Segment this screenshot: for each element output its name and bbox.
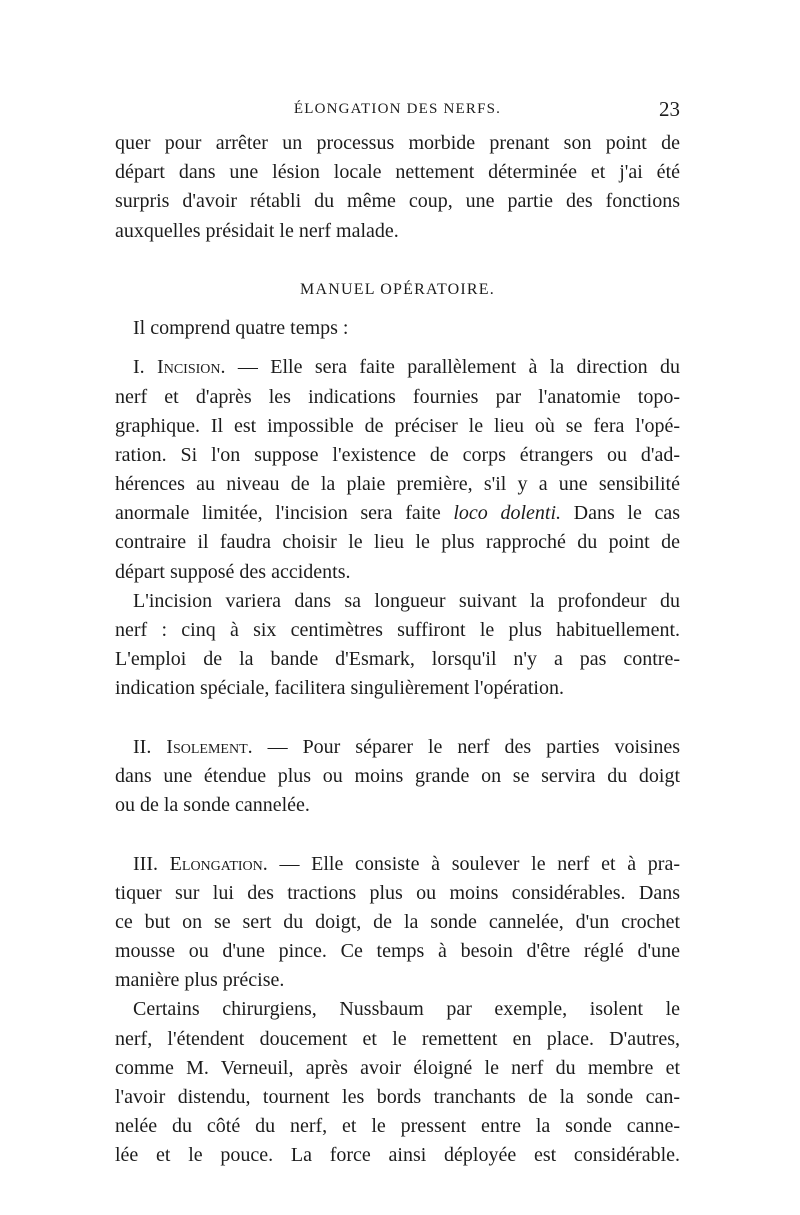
text-line: comme M. Verneuil, après avoir éloigné le nerf du membre et xyxy=(115,1056,680,1079)
text-line: dans une étendue plus ou moins grande on se servira du doigt xyxy=(115,764,680,787)
text-line: départ dans une lésion locale nettement déterminée et j'ai été xyxy=(115,161,680,184)
incision-paragraph xyxy=(115,353,680,703)
text-line: lée et le pouce. La force ainsi déployée est considérable. xyxy=(115,1144,680,1167)
text-line: surpris d'avoir rétabli du même coup, une partie des fonctions xyxy=(115,190,680,213)
text-line: nerf : cinq à six centimètres suffiront le plus habituellement. xyxy=(115,619,680,641)
text-line: nerf et d'après les indications fournies par l'anatomie topo- xyxy=(115,385,680,408)
elongation-paragraph xyxy=(115,850,680,1171)
step-number: I. xyxy=(133,356,158,379)
text-line: mousse ou d'une pince. Ce temps à besoin d'être réglé d'une xyxy=(115,940,680,963)
text-line: tiquer sur lui des tractions plus ou moins considérables. Dans xyxy=(115,881,680,904)
text-line: ce but on se sert du doigt, de la sonde cannelée, d'un crochet xyxy=(115,910,680,933)
text-line: quer pour arrêter un processus morbide prenant son point de xyxy=(115,132,680,154)
text-line: graphique. Il est impossible de préciser le lieu où se fera l'opé- xyxy=(115,414,680,437)
text-line: ou de la sonde cannelée. xyxy=(115,794,310,817)
text-line: hérences au niveau de la plaie première, s'il y a une sensibilité xyxy=(115,473,680,496)
text-line: anormale limitée, l'incision sera faite loco dolenti. Dans le cas xyxy=(115,502,681,525)
text-line: Certains chirurgiens, Nussbaum par exemple, isolent le xyxy=(133,998,680,1021)
text-line: I. Incision. — Elle sera faite parallèlement à la direction du xyxy=(133,356,681,379)
text-line: L'incision variera dans sa longueur suivant la profondeur du xyxy=(133,589,680,612)
text-line: indication spéciale, facilitera singulièrement l'opération. xyxy=(115,677,564,700)
text-line: contraire il faudra choisir le lieu le plus rapproché du point de xyxy=(115,531,680,554)
text-line: nelée du côté du nerf, et le pressent entre la sonde canne- xyxy=(115,1115,680,1138)
text-line: auxquelles présidait le nerf malade. xyxy=(115,219,399,242)
step-number: III. xyxy=(133,852,170,875)
isolement-paragraph xyxy=(115,733,680,821)
text-line: L'emploi de la bande d'Esmark, lorsqu'il n'y a pas contre- xyxy=(115,648,680,671)
step-title: Elongation. xyxy=(169,852,268,875)
text-line: l'avoir distendu, tournent les bords tranchants de la sonde can- xyxy=(115,1086,680,1108)
text-line: III. Elongation. — Elle consiste à soulever le nerf et à pra- xyxy=(133,852,681,875)
running-title: ÉLONGATION DES NERFS. xyxy=(293,101,502,117)
text-line: ration. Si l'on suppose l'existence de corps étrangers ou d'ad- xyxy=(115,443,680,466)
step-title: Incision. xyxy=(157,356,226,379)
latin-phrase: loco dolenti. xyxy=(453,502,561,525)
page-number: 23 xyxy=(659,97,680,121)
step-number: II. xyxy=(133,735,167,758)
page-header xyxy=(115,97,680,123)
text-line: manière plus précise. xyxy=(115,969,285,992)
section-lead: Il comprend quatre temps : xyxy=(133,317,349,340)
intro-paragraph xyxy=(115,129,680,246)
text-line: départ supposé des accidents. xyxy=(115,560,351,583)
step-title: Isolement. xyxy=(166,735,253,758)
page-body xyxy=(115,129,680,1171)
section-heading: MANUEL OPÉRATOIRE. xyxy=(300,280,495,298)
text-line: II. Isolement. — Pour séparer le nerf des parties voisines xyxy=(133,735,681,758)
text-line: nerf, l'étendent doucement et le remettent en place. D'autres, xyxy=(115,1027,680,1050)
